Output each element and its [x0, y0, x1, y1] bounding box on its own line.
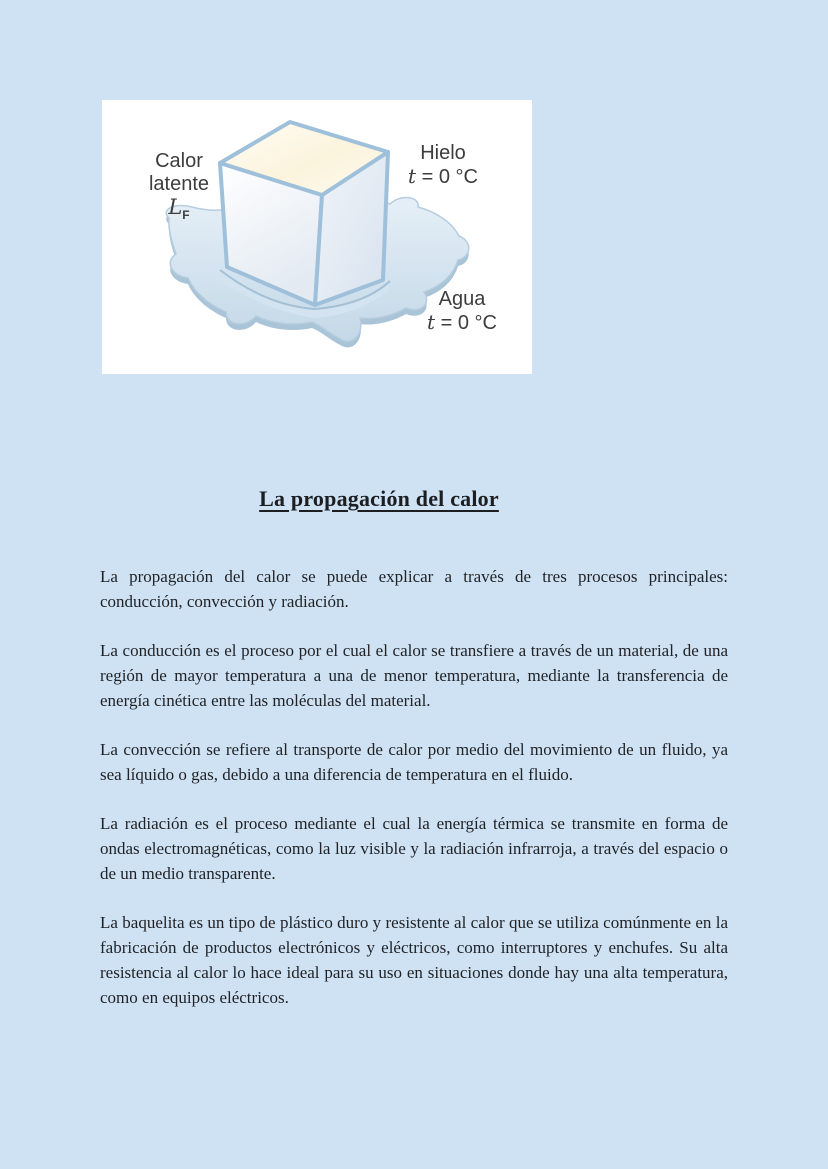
- body-text: [100, 564, 728, 1034]
- ice-label-temp: [393, 165, 493, 189]
- water-label-name: Agua: [438, 288, 486, 310]
- latent-symbol-letter: L: [168, 195, 183, 219]
- latent-heat-word-1: Calor: [155, 150, 203, 172]
- paragraph-intro: La propagación del calor se puede explicar a través de tres procesos principales: conducción, convección y radiación.: [100, 567, 728, 611]
- latent-heat-label: [129, 150, 229, 227]
- water-label: [412, 288, 512, 335]
- page-title: La propagación del calor: [259, 486, 499, 511]
- paragraph-conduccion: La conducción es el proceso por el cual el calor se transfiere a través de un material, de una región de mayor temperatura a una de menor temperatura, mediante la transferencia de energía cinética entre las moléculas del material.: [100, 641, 728, 710]
- paragraph-conveccion: La convección se refiere al transporte de calor por medio del movimiento de un fluido, ya sea líquido o gas, debido a una diferencia de temperatura en el fluido.: [100, 740, 728, 784]
- latent-symbol-subscript: F: [182, 208, 190, 223]
- ice-temp-value: = 0 °C: [416, 166, 478, 188]
- paragraph-baquelita: La baquelita es un tipo de plástico duro y resistente al calor que se utiliza comúnmente en la fabricación de productos electrónicos y eléctricos, como interruptores y enchufes. Su alta resistencia al calor lo hace ideal para su uso en situaciones donde hay una alta temperatura, como en equipos eléctricos.: [100, 913, 728, 1007]
- water-temp-symbol: t: [427, 310, 436, 334]
- paragraph-radiacion: La radiación es el proceso mediante el cual la energía térmica se transmite en forma de ondas electromagnéticas, como la luz visible y la radiación infrarroja, a través del espacio o de un medio transparente.: [100, 814, 728, 883]
- ice-label-name: Hielo: [420, 142, 466, 164]
- ice-label: [393, 142, 493, 189]
- water-label-temp: [412, 311, 512, 335]
- latent-heat-symbol: [129, 196, 229, 227]
- ice-cube-figure: [102, 100, 532, 374]
- water-temp-value: = 0 °C: [435, 312, 497, 334]
- ice-temp-symbol: t: [408, 164, 417, 188]
- latent-heat-word-2: latente: [148, 173, 210, 195]
